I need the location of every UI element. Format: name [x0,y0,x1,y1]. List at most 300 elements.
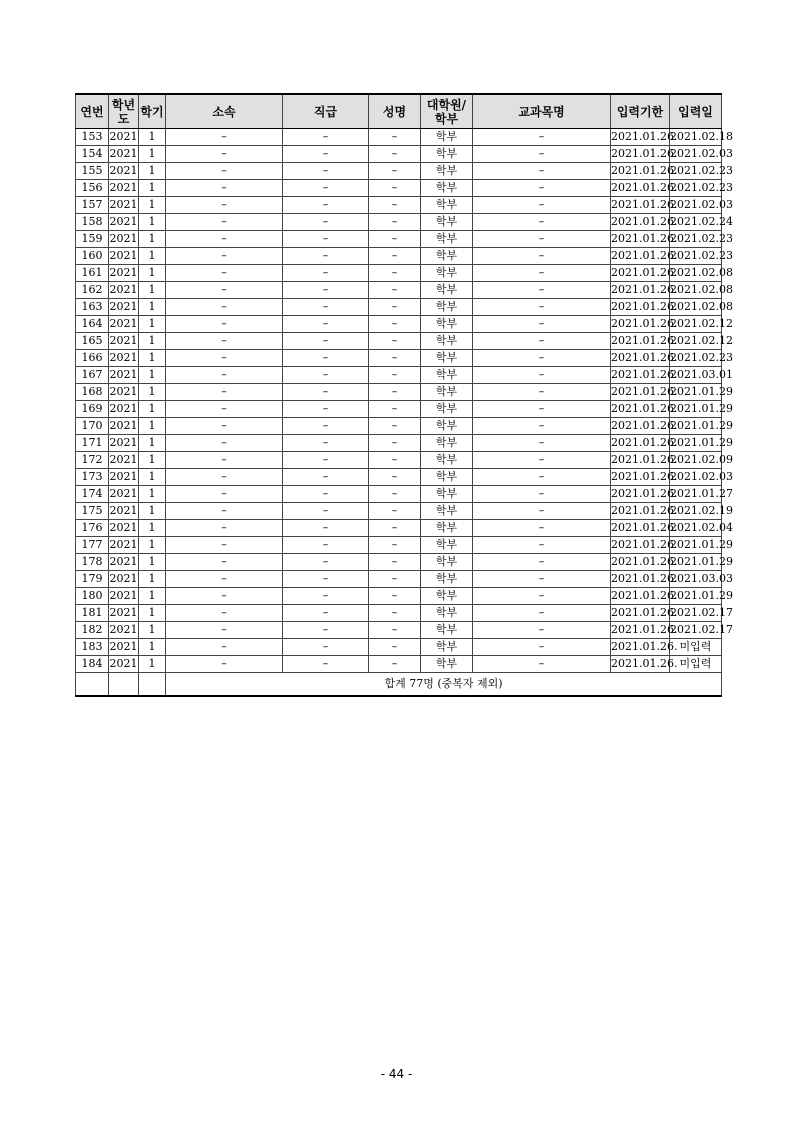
table-row [76,197,722,214]
cell-semester: 1 [139,418,166,435]
cell-level: 학부 [421,197,473,214]
cell-course: – [473,129,611,146]
cell-name: – [369,146,421,163]
cell-entry-date: 2021.02.03 [670,146,722,163]
cell-name: – [369,486,421,503]
cell-semester: 1 [139,435,166,452]
cell-level: 학부 [421,571,473,588]
cell-course: – [473,316,611,333]
cell-deadline: 2021.01.26. [611,350,670,367]
cell-deadline: 2021.01.26. [611,588,670,605]
header-semester: 학기 [139,94,166,129]
cell-position: – [283,418,369,435]
cell-deadline: 2021.01.26. [611,231,670,248]
cell-entry-date: 2021.02.03 [670,469,722,486]
cell-level: 학부 [421,214,473,231]
table-row [76,622,722,639]
cell-semester: 1 [139,367,166,384]
cell-name: – [369,452,421,469]
table-header-row [76,94,722,129]
cell-deadline: 2021.01.26. [611,333,670,350]
cell-affiliation: – [166,265,283,282]
cell-course: – [473,401,611,418]
cell-course: – [473,180,611,197]
cell-entry-date: 2021.02.23 [670,180,722,197]
cell-level: 학부 [421,503,473,520]
cell-deadline: 2021.01.26. [611,316,670,333]
cell-entry-date: 2021.02.08 [670,282,722,299]
cell-deadline: 2021.01.26. [611,299,670,316]
cell-course: – [473,452,611,469]
table-row [76,180,722,197]
table-row [76,231,722,248]
table-row [76,656,722,673]
cell-deadline: 2021.01.26. [611,163,670,180]
cell-entry-date: 2021.02.23 [670,248,722,265]
cell-affiliation: – [166,503,283,520]
cell-semester: 1 [139,146,166,163]
cell-affiliation: – [166,588,283,605]
table-row [76,316,722,333]
cell-year: 2021 [109,231,139,248]
cell-position: – [283,282,369,299]
cell-name: – [369,214,421,231]
cell-affiliation: – [166,316,283,333]
cell-course: – [473,265,611,282]
cell-semester: 1 [139,520,166,537]
cell-affiliation: – [166,401,283,418]
cell-position: – [283,367,369,384]
cell-year: 2021 [109,435,139,452]
cell-affiliation: – [166,554,283,571]
cell-deadline: 2021.01.26. [611,367,670,384]
cell-position: – [283,554,369,571]
cell-deadline: 2021.01.26. [611,656,670,673]
cell-semester: 1 [139,163,166,180]
cell-name: – [369,299,421,316]
cell-year: 2021 [109,639,139,656]
cell-year: 2021 [109,384,139,401]
cell-level: 학부 [421,622,473,639]
cell-name: – [369,622,421,639]
cell-course: – [473,639,611,656]
cell-year: 2021 [109,333,139,350]
cell-course: – [473,605,611,622]
cell-position: – [283,231,369,248]
cell-position: – [283,486,369,503]
cell-year: 2021 [109,656,139,673]
table-row [76,418,722,435]
cell-semester: 1 [139,503,166,520]
cell-year: 2021 [109,214,139,231]
cell-deadline: 2021.01.26. [611,418,670,435]
cell-name: – [369,231,421,248]
cell-semester: 1 [139,622,166,639]
cell-entry-date: 2021.02.12 [670,333,722,350]
cell-entry-date: 2021.01.29 [670,554,722,571]
cell-course: – [473,435,611,452]
cell-level: 학부 [421,537,473,554]
cell-position: – [283,469,369,486]
cell-name: – [369,316,421,333]
cell-course: – [473,554,611,571]
cell-entry-date: 2021.01.29 [670,588,722,605]
header-position: 직급 [283,94,369,129]
cell-level: 학부 [421,605,473,622]
table-row [76,265,722,282]
cell-deadline: 2021.01.26. [611,622,670,639]
cell-entry-date: 2021.02.17 [670,622,722,639]
table-row [76,469,722,486]
cell-entry-date: 2021.02.08 [670,299,722,316]
cell-index: 173 [76,469,109,486]
cell-semester: 1 [139,333,166,350]
cell-level: 학부 [421,231,473,248]
cell-index: 179 [76,571,109,588]
cell-position: – [283,333,369,350]
header-index: 연번 [76,94,109,129]
cell-semester: 1 [139,129,166,146]
cell-affiliation: – [166,435,283,452]
header-year: 학년도 [109,94,139,129]
cell-deadline: 2021.01.26. [611,180,670,197]
cell-entry-date: 2021.02.23 [670,163,722,180]
cell-level: 학부 [421,656,473,673]
cell-name: – [369,418,421,435]
cell-affiliation: – [166,231,283,248]
cell-affiliation: – [166,197,283,214]
cell-name: – [369,401,421,418]
cell-affiliation: – [166,486,283,503]
cell-entry-date: 2021.02.03 [670,197,722,214]
cell-level: 학부 [421,418,473,435]
cell-course: – [473,384,611,401]
cell-course: – [473,333,611,350]
table-row [76,554,722,571]
cell-index: 172 [76,452,109,469]
cell-entry-date: 2021.03.01 [670,367,722,384]
table-row [76,503,722,520]
cell-year: 2021 [109,299,139,316]
cell-year: 2021 [109,146,139,163]
cell-position: – [283,537,369,554]
cell-semester: 1 [139,350,166,367]
cell-index: 176 [76,520,109,537]
header-course: 교과목명 [473,94,611,129]
cell-year: 2021 [109,537,139,554]
cell-course: – [473,588,611,605]
cell-course: – [473,214,611,231]
cell-name: – [369,367,421,384]
cell-entry-date: 2021.02.17 [670,605,722,622]
records-table [75,93,733,697]
cell-name: – [369,605,421,622]
cell-course: – [473,469,611,486]
cell-name: – [369,520,421,537]
cell-semester: 1 [139,316,166,333]
cell-course: – [473,248,611,265]
cell-course: – [473,503,611,520]
cell-affiliation: – [166,367,283,384]
cell-name: – [369,265,421,282]
cell-entry-date: 2021.02.23 [670,350,722,367]
cell-course: – [473,350,611,367]
cell-index: 174 [76,486,109,503]
cell-entry-date: 2021.02.18 [670,129,722,146]
cell-position: – [283,622,369,639]
cell-year: 2021 [109,163,139,180]
total-row [76,673,722,697]
cell-level: 학부 [421,146,473,163]
cell-level: 학부 [421,333,473,350]
table-row [76,537,722,554]
table-row [76,384,722,401]
cell-course: – [473,163,611,180]
cell-year: 2021 [109,265,139,282]
cell-semester: 1 [139,452,166,469]
cell-semester: 1 [139,554,166,571]
cell-name: – [369,163,421,180]
cell-level: 학부 [421,367,473,384]
cell-index: 164 [76,316,109,333]
cell-level: 학부 [421,316,473,333]
header-deadline: 입력기한 [611,94,670,129]
cell-entry-date: 2021.02.23 [670,231,722,248]
cell-level: 학부 [421,299,473,316]
table-row [76,486,722,503]
cell-name: – [369,571,421,588]
cell-year: 2021 [109,180,139,197]
header-entry-date: 입력일 [670,94,722,129]
cell-semester: 1 [139,180,166,197]
cell-entry-date: 미입력 [670,639,722,656]
cell-index: 159 [76,231,109,248]
table-row [76,214,722,231]
cell-semester: 1 [139,248,166,265]
cell-position: – [283,316,369,333]
cell-deadline: 2021.01.26. [611,435,670,452]
cell-index: 171 [76,435,109,452]
table-row [76,299,722,316]
cell-course: – [473,299,611,316]
cell-entry-date: 2021.01.29 [670,384,722,401]
table-row [76,520,722,537]
cell-affiliation: – [166,520,283,537]
cell-level: 학부 [421,248,473,265]
cell-course: – [473,282,611,299]
cell-affiliation: – [166,180,283,197]
cell-course: – [473,520,611,537]
cell-position: – [283,588,369,605]
cell-entry-date: 2021.01.29 [670,435,722,452]
cell-deadline: 2021.01.26. [611,214,670,231]
total-label: 합계 77명 (중복자 제외) [166,673,722,697]
cell-affiliation: – [166,299,283,316]
cell-index: 155 [76,163,109,180]
cell-level: 학부 [421,639,473,656]
cell-name: – [369,197,421,214]
cell-entry-date: 2021.03.03 [670,571,722,588]
cell-deadline: 2021.01.26. [611,639,670,656]
total-empty-cell [109,673,139,697]
cell-name: – [369,333,421,350]
cell-entry-date: 2021.02.04 [670,520,722,537]
cell-year: 2021 [109,469,139,486]
cell-level: 학부 [421,486,473,503]
cell-level: 학부 [421,452,473,469]
cell-index: 175 [76,503,109,520]
cell-name: – [369,554,421,571]
cell-position: – [283,248,369,265]
cell-affiliation: – [166,571,283,588]
cell-affiliation: – [166,214,283,231]
cell-position: – [283,299,369,316]
cell-index: 163 [76,299,109,316]
cell-semester: 1 [139,605,166,622]
cell-index: 168 [76,384,109,401]
cell-course: – [473,537,611,554]
cell-position: – [283,503,369,520]
cell-deadline: 2021.01.26. [611,571,670,588]
cell-index: 165 [76,333,109,350]
cell-level: 학부 [421,129,473,146]
cell-name: – [369,129,421,146]
cell-course: – [473,486,611,503]
cell-position: – [283,129,369,146]
cell-deadline: 2021.01.26. [611,197,670,214]
cell-deadline: 2021.01.26. [611,146,670,163]
cell-year: 2021 [109,401,139,418]
cell-affiliation: – [166,129,283,146]
cell-deadline: 2021.01.26. [611,265,670,282]
cell-deadline: 2021.01.26. [611,520,670,537]
cell-index: 157 [76,197,109,214]
cell-semester: 1 [139,588,166,605]
cell-semester: 1 [139,299,166,316]
cell-name: – [369,639,421,656]
cell-index: 170 [76,418,109,435]
cell-affiliation: – [166,163,283,180]
cell-year: 2021 [109,605,139,622]
cell-entry-date: 2021.01.29 [670,418,722,435]
cell-position: – [283,401,369,418]
cell-affiliation: – [166,333,283,350]
cell-entry-date: 2021.02.24 [670,214,722,231]
cell-year: 2021 [109,350,139,367]
table-row [76,129,722,146]
cell-entry-date: 2021.01.27 [670,486,722,503]
cell-semester: 1 [139,401,166,418]
header-affiliation: 소속 [166,94,283,129]
cell-name: – [369,588,421,605]
cell-deadline: 2021.01.26. [611,486,670,503]
cell-name: – [369,435,421,452]
cell-deadline: 2021.01.26. [611,282,670,299]
cell-affiliation: – [166,622,283,639]
table-row [76,639,722,656]
cell-deadline: 2021.01.26. [611,384,670,401]
cell-name: – [369,384,421,401]
cell-entry-date: 2021.02.08 [670,265,722,282]
cell-affiliation: – [166,146,283,163]
total-empty-cell [139,673,166,697]
header-name: 성명 [369,94,421,129]
cell-index: 156 [76,180,109,197]
cell-year: 2021 [109,197,139,214]
cell-semester: 1 [139,486,166,503]
cell-semester: 1 [139,639,166,656]
cell-position: – [283,265,369,282]
table-row [76,333,722,350]
cell-year: 2021 [109,418,139,435]
cell-position: – [283,384,369,401]
cell-name: – [369,537,421,554]
cell-semester: 1 [139,214,166,231]
cell-year: 2021 [109,520,139,537]
cell-deadline: 2021.01.26. [611,503,670,520]
cell-affiliation: – [166,384,283,401]
cell-index: 183 [76,639,109,656]
table-row [76,401,722,418]
cell-index: 167 [76,367,109,384]
cell-position: – [283,639,369,656]
table-row [76,571,722,588]
table-row [76,282,722,299]
cell-entry-date: 2021.01.29 [670,401,722,418]
cell-course: – [473,418,611,435]
cell-course: – [473,622,611,639]
cell-deadline: 2021.01.26. [611,452,670,469]
cell-index: 158 [76,214,109,231]
cell-level: 학부 [421,435,473,452]
cell-deadline: 2021.01.26. [611,248,670,265]
cell-semester: 1 [139,537,166,554]
cell-deadline: 2021.01.26. [611,605,670,622]
cell-position: – [283,435,369,452]
cell-deadline: 2021.01.26. [611,129,670,146]
cell-affiliation: – [166,639,283,656]
cell-level: 학부 [421,163,473,180]
cell-entry-date: 2021.02.19 [670,503,722,520]
cell-course: – [473,231,611,248]
cell-position: – [283,656,369,673]
cell-position: – [283,605,369,622]
cell-level: 학부 [421,350,473,367]
table-row [76,605,722,622]
cell-semester: 1 [139,231,166,248]
cell-index: 160 [76,248,109,265]
cell-semester: 1 [139,197,166,214]
cell-year: 2021 [109,316,139,333]
cell-name: – [369,282,421,299]
cell-name: – [369,350,421,367]
cell-deadline: 2021.01.26. [611,554,670,571]
cell-affiliation: – [166,282,283,299]
cell-deadline: 2021.01.26. [611,401,670,418]
cell-entry-date: 미입력 [670,656,722,673]
cell-year: 2021 [109,503,139,520]
table-row [76,435,722,452]
cell-position: – [283,452,369,469]
cell-year: 2021 [109,554,139,571]
cell-year: 2021 [109,248,139,265]
cell-course: – [473,571,611,588]
cell-index: 166 [76,350,109,367]
cell-name: – [369,503,421,520]
cell-year: 2021 [109,282,139,299]
cell-entry-date: 2021.02.09 [670,452,722,469]
cell-course: – [473,197,611,214]
